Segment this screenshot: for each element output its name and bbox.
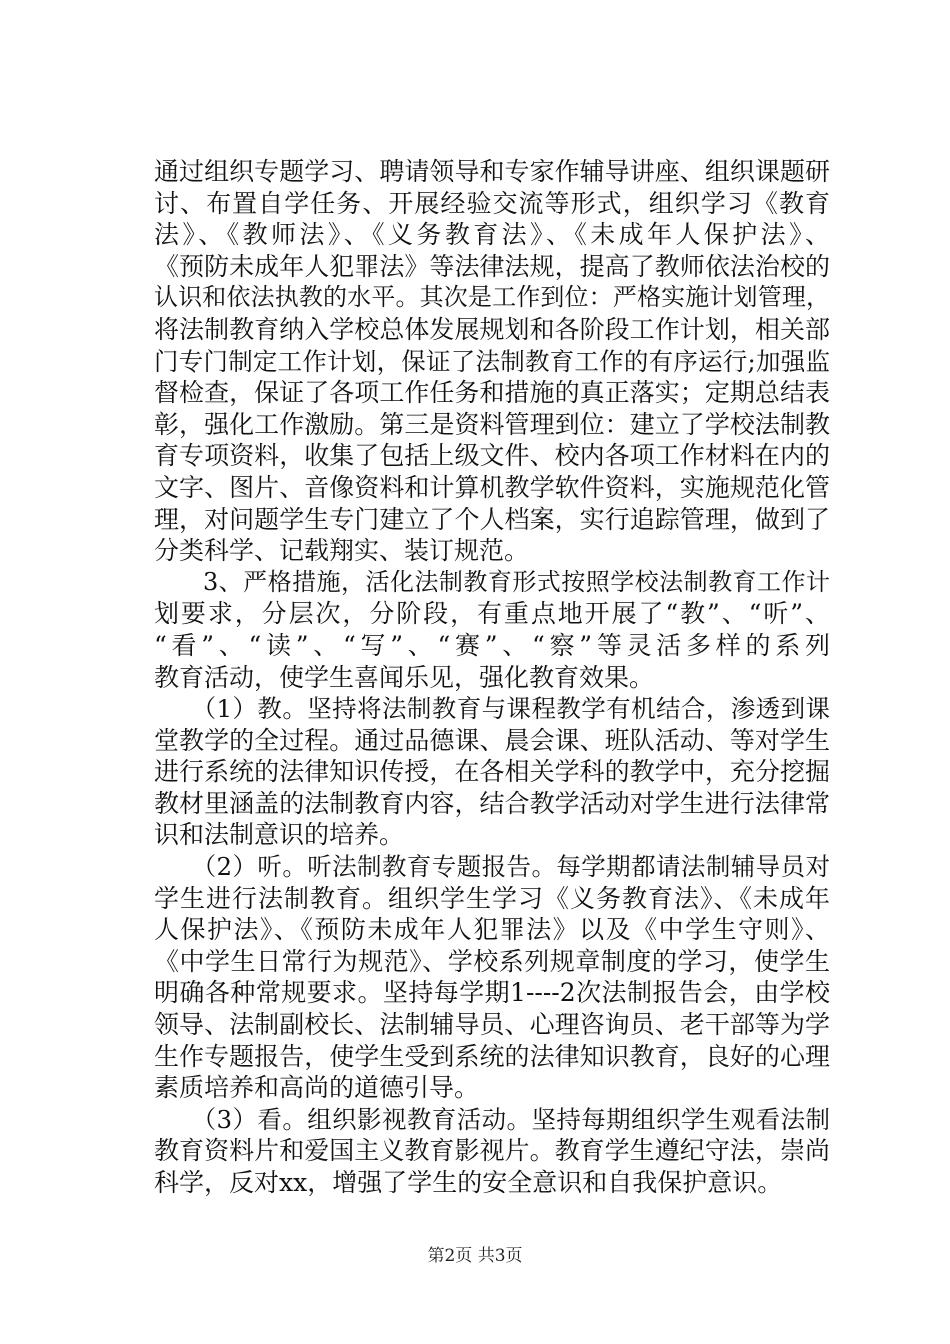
text-line: 明确各种常规要求。坚持每学期1----2次法制报告会，由学校 — [154, 978, 830, 1008]
text-line: 3、严格措施，活化法制教育形式按照学校法制教育工作计 — [154, 567, 830, 596]
text-line: 教育资料片和爱国主义教育影视片。教育学生遵纪守法，崇尚 — [154, 1136, 830, 1166]
text-line: 堂教学的全过程。通过品德课、晨会课、班队活动、等对学生 — [154, 725, 830, 755]
text-line: 分类科学、记载翔实、装订规范。 — [154, 536, 530, 566]
text-line: 人保护法》、《预防未成年人犯罪法》以及《中学生守则》、 — [154, 915, 830, 945]
text-line: 进行系统的法律知识传授，在各相关学科的教学中，充分挖掘 — [154, 757, 830, 787]
text-line: 门专门制定工作计划，保证了法制教育工作的有序运行;加强监 — [154, 346, 830, 376]
text-line: 《中学生日常行为规范》、学校系列规章制度的学习，使学生 — [154, 946, 830, 976]
text-line: 理，对问题学生专门建立了个人档案，实行追踪管理，做到了 — [154, 504, 830, 534]
text-line: 教材里涵盖的法制教育内容，结合教学活动对学生进行法律常 — [154, 788, 830, 818]
text-line: 识和法制意识的培养。 — [154, 820, 405, 850]
text-line: 将法制教育纳入学校总体发展规划和各阶段工作计划，相关部 — [154, 314, 830, 344]
text-line: （1）教。坚持将法制教育与课程教学有机结合，渗透到课 — [154, 694, 830, 724]
text-line: 彰，强化工作激励。第三是资料管理到位：建立了学校法制教 — [154, 409, 830, 439]
text-line: 育专项资料，收集了包括上级文件、校内各项工作材料在内的 — [154, 441, 830, 471]
document-body — [154, 156, 830, 1199]
text-line: 《预防未成年人犯罪法》等法律法规，提高了教师依法治校的 — [154, 251, 830, 281]
text-line: 法》、《教师法》、《义务教育法》、《未成年人保护法》、 — [154, 220, 830, 250]
text-line: 科学，反对xx，增强了学生的安全意识和自我保护意识。 — [154, 1168, 783, 1197]
page-footer: 第2页 共3页 — [427, 1246, 523, 1266]
text-line: 领导、法制副校长、法制辅导员、心理咨询员、老干部等为学 — [154, 1010, 830, 1040]
text-line: 督检查，保证了各项工作任务和措施的真正落实；定期总结表 — [154, 378, 830, 408]
text-line: 划要求，分层次，分阶段，有重点地开展了“教”、“听”、 — [154, 599, 830, 629]
text-line: 学生进行法制教育。组织学生学习《义务教育法》、《未成年 — [154, 883, 830, 913]
text-line: 素质培养和高尚的道德引导。 — [154, 1073, 480, 1103]
text-line: 教育活动，使学生喜闻乐见，强化教育效果。 — [154, 662, 655, 692]
text-line: 生作专题报告，使学生受到系统的法律知识教育，良好的心理 — [154, 1041, 830, 1071]
text-line: 文字、图片、音像资料和计算机教学软件资料，实施规范化管 — [154, 472, 830, 502]
text-line: （3）看。组织影视教育活动。坚持每期组织学生观看法制 — [154, 1104, 830, 1134]
text-line: 认识和依法执教的水平。其次是工作到位：严格实施计划管理， — [154, 283, 830, 312]
text-line: “看”、“读”、“写”、“赛”、“察”等灵活多样的系列 — [154, 630, 830, 660]
text-line: （2）听。听法制教育专题报告。每学期都请法制辅导员对 — [154, 852, 830, 882]
text-line: 通过组织专题学习、聘请领导和专家作辅导讲座、组织课题研 — [154, 157, 830, 186]
text-line: 讨、布置自学任务、开展经验交流等形式，组织学习《教育 — [154, 188, 830, 218]
